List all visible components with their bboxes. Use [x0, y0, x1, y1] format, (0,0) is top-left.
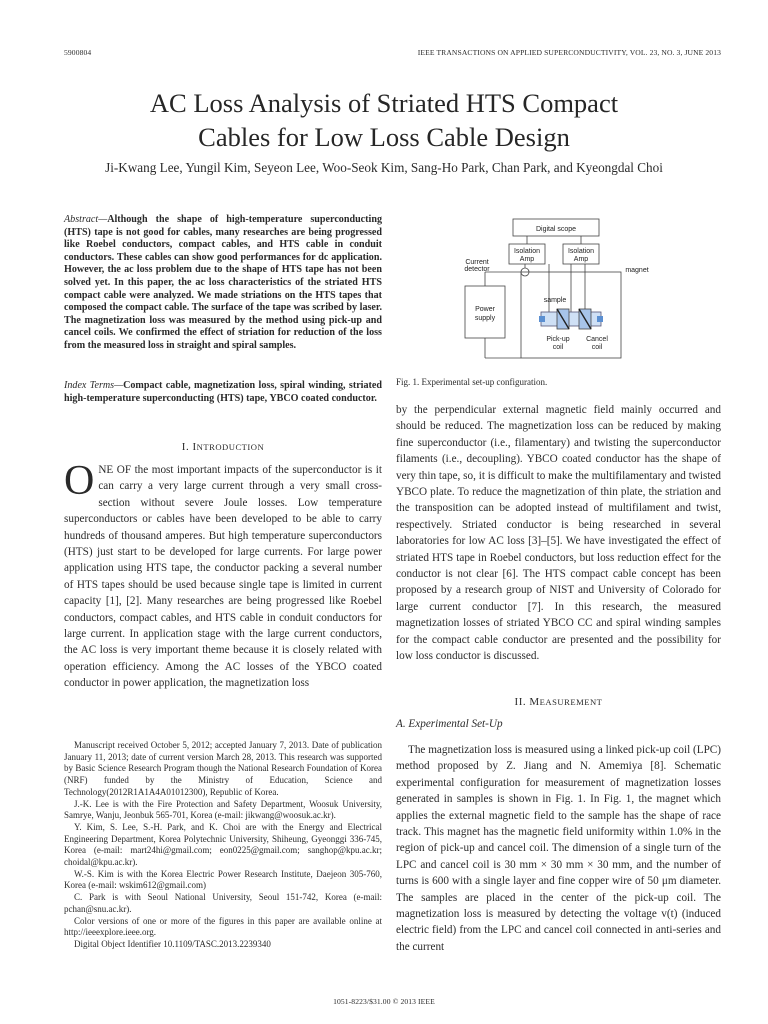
footnotes — [64, 740, 382, 951]
label-current-detector-2: detector — [464, 266, 490, 273]
label-magnet: magnet — [625, 267, 649, 274]
footnote: C. Park is with Seoul National University, Seoul 151-742, Korea (e-mail: pchan@snu.ac.kr). — [64, 892, 382, 914]
abstract-text: Although the shape of high-temperature superconducting (HTS) tape is not good for cables, many researches are being progressed like Roebel conductors, compact cables, and HTS cable in conduit conductors. These cables can show good performances for dc application. However, the ac loss problem due to the shape of HTS tape has not been solved yet. In this paper, the ac loss characteristics of the striated HTS compact cable were analyzed. We made striations on the HTS tapes that composed the compact cable. The surface of the tape was scribed by laser. The magnetization loss was measured by the method using pick-up and cancel coils. We confirmed the effect of striation for reduction of the loss from the measured loss in straight and spiral samples. — [64, 214, 382, 351]
footnote: Digital Object Identifier 10.1109/TASC.2013.2239340 — [74, 938, 271, 949]
abstract-label: Abstract— — [64, 214, 108, 225]
label-sample: sample — [543, 297, 567, 304]
paper-title — [40, 86, 728, 154]
footnote: J.-K. Lee is with the Fire Protection and Safety Department, Woosuk University, Samrye, Wanju, Jeonbuk 565-701, Korea (e-mail: jikwang@woosuk.ac.kr). — [64, 798, 382, 821]
copyright-footer: 1051-8223/$31.00 © 2013 IEEE — [333, 997, 435, 1006]
intro-lead: NE OF the most important impacts of the superconductor — [98, 464, 362, 476]
label-isolation-amp-1-amp: Amp — [519, 256, 535, 263]
footnote: Manuscript received October 5, 2012; accepted January 7, 2013. Date of publication January 11, 2013; date of current version March 28, 2013. This research was supported by Basic Science Research Program though the National Research Foundation of Korea (NRF) funded by the Ministry of Education, Science and Technology(2012R1A1A4A01012300), Republic of Korea. — [64, 740, 382, 797]
figure-1-diagram — [455, 214, 665, 364]
label-digital-scope: Digital scope — [535, 226, 577, 233]
label-isolation-amp-2-amp: Amp — [573, 256, 589, 263]
subsection-heading-experimental-setup: A. Experimental Set-Up — [396, 718, 503, 730]
footnote: Y. Kim, S. Lee, S.-H. Park, and K. Choi are with the Energy and Electrical Engineering Department, Korea Polytechnic University, Shiheung, Gyeonggi 336-745, Korea (e-mail: mart24hi@gmail.com; eon0225@gmail.com; sanghop@kpu.ac.kr; choidal@kpu.ac.kr). — [64, 821, 382, 868]
author-list: Ji-Kwang Lee, Yungil Kim, Seyeon Lee, Woo-Seok Kim, Sang-Ho Park, Chan Park, and Kyeongdal Choi — [105, 160, 663, 175]
footnote: Color versions of one or more of the figures in this paper are available online at http://ieeexplore.ieee.org. — [64, 915, 382, 938]
introduction-body — [64, 458, 382, 692]
page-number: 5900804 — [64, 48, 92, 57]
footnote: W.-S. Kim is with the Korea Electric Power Research Institute, Daejeon 305-760, Korea (e-mail: wskim612@gmail.com) — [64, 868, 382, 891]
index-terms — [64, 380, 382, 405]
label-power-supply-2: supply — [474, 315, 496, 322]
right-column-paragraph-2: The magnetization loss is measured using a linked pick-up coil (LPC) method proposed by Z. Jiang and N. Amemiya [8]. Schematic experimental configuration for measurement of magnetization losses generated in samples is shown in Fig. 1. In Fig. 1, the magnet which applies the external magnetic field to the sample has the shape of race track. This magnet has the magnetic field uniformity within 1.0% in the region of pick-up and cancel coil. The dimension of a single turn of the LPC and cancel coil is 30 mm × 30 mm × 30 mm, and the number of turns is 600 with a single layer and fine copper wire of 50 μm diameter. The samples are placed in the center of the pick-up coil. The magnetization loss is measured by detecting the voltage v(t) (induced electric field) from the LPC and cancel coil connected in anti-series and the current — [396, 744, 721, 953]
label-pick-up-coil-2: coil — [552, 344, 564, 351]
label-power-supply-1: Power — [475, 306, 495, 313]
figure-1-caption: Fig. 1. Experimental set-up configuration. — [396, 377, 548, 387]
running-header: IEEE TRANSACTIONS ON APPLIED SUPERCONDUCTIVITY, VOL. 23, NO. 3, JUNE 2013 — [417, 48, 721, 57]
label-isolation-amp-2: Isolation — [567, 248, 595, 255]
index-terms-label: Index Terms— — [64, 380, 124, 391]
right-column-paragraph-1: by the perpendicular external magnetic field mainly occurred and should be reduced. The magnetization loss can be reduced by making fine superconductor (i.e., filamentary) and twisting the superconductor filaments (i.e., decoupling). YBCO coated conductor has the shape of very thin tape, so, it is difficult to make the multifilamentary and twisted YBCO plate. To reduce the magnetization of thin plate, the striation and the transposition can be adopted instead of multifilament and twist, respectively. Striated conductor is being researched in several laboratories for low AC loss [3]–[5]. We have investigated the effect of striated HTS tape in Roebel conductors, but loss reduction effect for the conductor is not clear [6]. The HTS compact cable concept has been proposed by a research group of NIST and University of Colorado for large current conductor [7]. In this research, the measured magnetization losses of striated YBCO CC and spiral winding samples for the compact cable conductor are presented and the possibility for low loss conductor is discussed. — [396, 404, 721, 663]
title-line-1: AC Loss Analysis of Striated HTS Compact — [149, 88, 619, 118]
section-heading-introduction: I. INTRODUCTION — [181, 441, 265, 453]
drop-cap: O — [64, 458, 95, 504]
label-current-detector-1: Current — [465, 259, 489, 266]
sample-tape — [541, 312, 601, 326]
label-cancel-coil-2: coil — [591, 344, 603, 351]
label-cancel-coil-1: Cancel — [586, 336, 608, 343]
label-pick-up-coil-1: Pick-up — [546, 336, 570, 343]
intro-text: is it can carry a very large current through a very small cross-section without severe Joule losses. Low temperature superconductors or cables have been developed to be able to carry hundreds of thousand amperes. But high temperature superconductors (HTS) just start to be developed for large currents. For large power application using HTS tape, the conductor packing a several number of HTS tapes should be used because single tape is limited in current capacity [1], [2]. Many researches are being progressed like Roebel conductors, compact cables, and HTS cable in conduit conductors for large current. In application stage with the large current conductors, the AC loss is very important theme because it is closely related with operation efficiency. Among the AC losses of the YBCO coated conductor in power application, the magnetization loss — [64, 464, 382, 690]
label-isolation-amp-1: Isolation — [513, 248, 541, 255]
section-heading-measurement: II. MEASUREMENT — [514, 696, 603, 708]
title-line-2: Cables for Low Loss Cable Design — [198, 122, 570, 152]
abstract — [64, 214, 382, 353]
index-terms-text: Compact cable, magnetization loss, spiral winding, striated high-temperature superconducting (HTS) tape, YBCO coated conductor. — [64, 380, 382, 404]
